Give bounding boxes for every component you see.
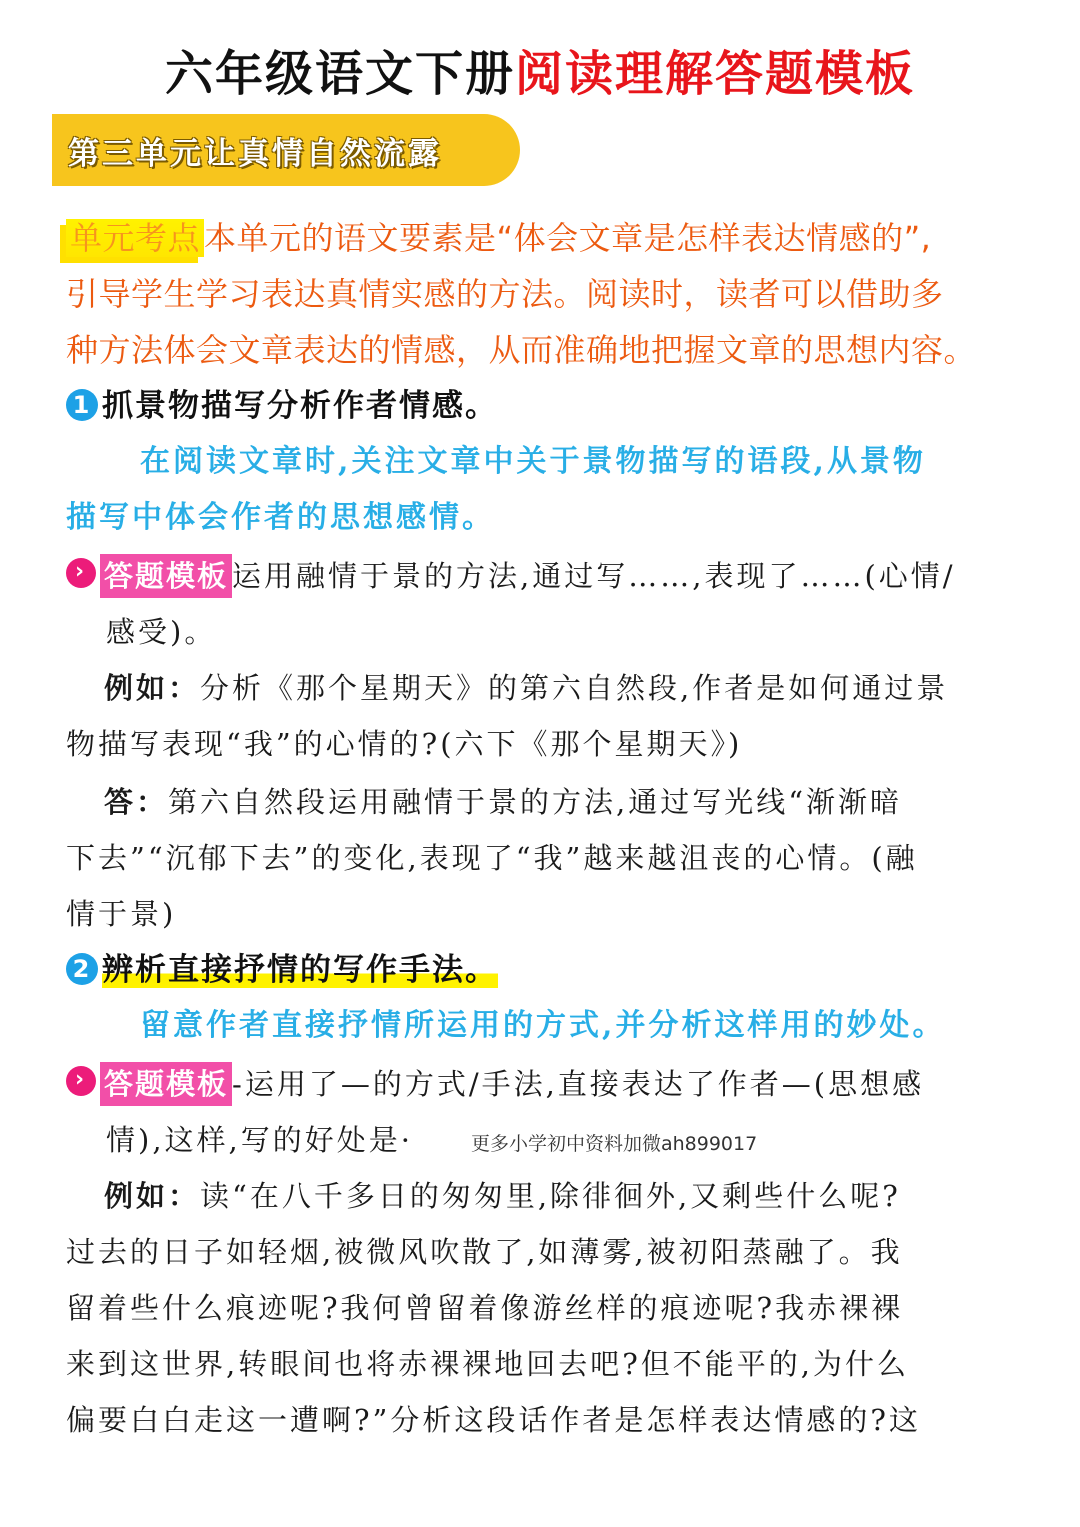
section1-template-line-1 bbox=[66, 548, 956, 604]
section1-template-text-1: 运用融情于景的方法,通过写……,表现了……(心情/ bbox=[232, 559, 956, 593]
section2-heading bbox=[66, 942, 498, 998]
unit-banner-text: 第三单元让真情自然流露 bbox=[68, 136, 442, 172]
section1-heading bbox=[66, 378, 498, 434]
section2-template-label: 答题模板 bbox=[100, 1062, 232, 1106]
section1-example-label: 例如： bbox=[104, 671, 201, 705]
section2-heading-text: 辨析直接抒情的写作手法。 bbox=[102, 952, 498, 988]
section1-example-line-2: 物描写表现“我”的心情的?(六下《那个星期天》) bbox=[66, 727, 743, 761]
section2-number-badge: 2 bbox=[66, 953, 98, 985]
section1-answer-line-3: 情于景) bbox=[66, 897, 177, 931]
title-part-topic: 阅读理解答题模板 bbox=[515, 46, 916, 102]
unit-banner bbox=[52, 114, 520, 186]
section2-example-line-5: 偏要白白走这一遭啊?”分析这段话作者是怎样表达情感的?这 bbox=[66, 1403, 921, 1437]
unit-focus-text-2: 引导学生学习表达真情实感的方法。阅读时，读者可以借助多 bbox=[66, 275, 944, 313]
section1-answer-text-1: 第六自然段运用融情于景的方法,通过写光线“渐渐暗 bbox=[168, 785, 903, 819]
arrow-right-icon: › bbox=[66, 558, 96, 588]
unit-focus-text-1: 本单元的语文要素是“体会文章是怎样表达情感的”, bbox=[204, 219, 932, 257]
unit-focus-label: 单元考点 bbox=[66, 219, 204, 257]
section2-example-label: 例如： bbox=[104, 1179, 201, 1213]
unit-focus-line bbox=[66, 210, 1046, 266]
unit-focus-paragraph bbox=[66, 210, 1046, 378]
section1-template-label: 答题模板 bbox=[100, 554, 232, 598]
section1-tip-line-1: 在阅读文章时,关注文章中关于景物描写的语段,从景物 bbox=[140, 444, 926, 479]
section1-example-line-1 bbox=[104, 660, 948, 716]
page-title bbox=[0, 42, 1080, 106]
section1-answer-line-1 bbox=[104, 774, 902, 830]
watermark-text: 更多小学初中资料加微ah899017 bbox=[470, 1133, 758, 1155]
arrow-right-icon: › bbox=[66, 1066, 96, 1096]
section1-heading-text: 抓景物描写分析作者情感。 bbox=[102, 388, 498, 424]
section2-example-line-1 bbox=[104, 1168, 901, 1224]
section1-tip-line-2: 描写中体会作者的思想感情。 bbox=[66, 500, 495, 535]
section1-number-badge: 1 bbox=[66, 389, 98, 421]
section2-example-text-1: 读“在八千多日的匆匆里,除徘徊外,又剩些什么呢? bbox=[200, 1179, 901, 1213]
section2-example-line-2: 过去的日子如轻烟,被微风吹散了,如薄雾,被初阳蒸融了。我 bbox=[66, 1235, 903, 1269]
section2-template-line-1 bbox=[66, 1056, 924, 1112]
section2-example-line-3: 留着些什么痕迹呢?我何曾留着像游丝样的痕迹呢?我赤裸裸 bbox=[66, 1291, 904, 1325]
section1-example-text-1: 分析《那个星期天》的第六自然段,作者是如何通过景 bbox=[200, 671, 949, 705]
unit-focus-text-3: 种方法体会文章表达的情感，从而准确地把握文章的思想内容。 bbox=[66, 331, 977, 369]
section2-template-text-1: -运用了—的方式/手法,直接表达了作者—(思想感 bbox=[232, 1067, 925, 1101]
section2-template-line-2 bbox=[106, 1112, 757, 1172]
section2-template-text-2: 情),这样,写的好处是· bbox=[106, 1123, 413, 1157]
section1-answer-label: 答： bbox=[104, 785, 169, 819]
section2-tip-line-1: 留意作者直接抒情所运用的方式,并分析这样用的妙处。 bbox=[140, 1008, 946, 1043]
section1-template-line-2: 感受)。 bbox=[106, 615, 217, 649]
section2-example-line-4: 来到这世界,转眼间也将赤裸裸地回去吧?但不能平的,为什么 bbox=[66, 1347, 909, 1381]
title-part-grade: 六年级语文下册 bbox=[164, 46, 515, 102]
section1-answer-line-2: 下去”“沉郁下去”的变化,表现了“我”越来越沮丧的心情。(融 bbox=[66, 841, 918, 875]
